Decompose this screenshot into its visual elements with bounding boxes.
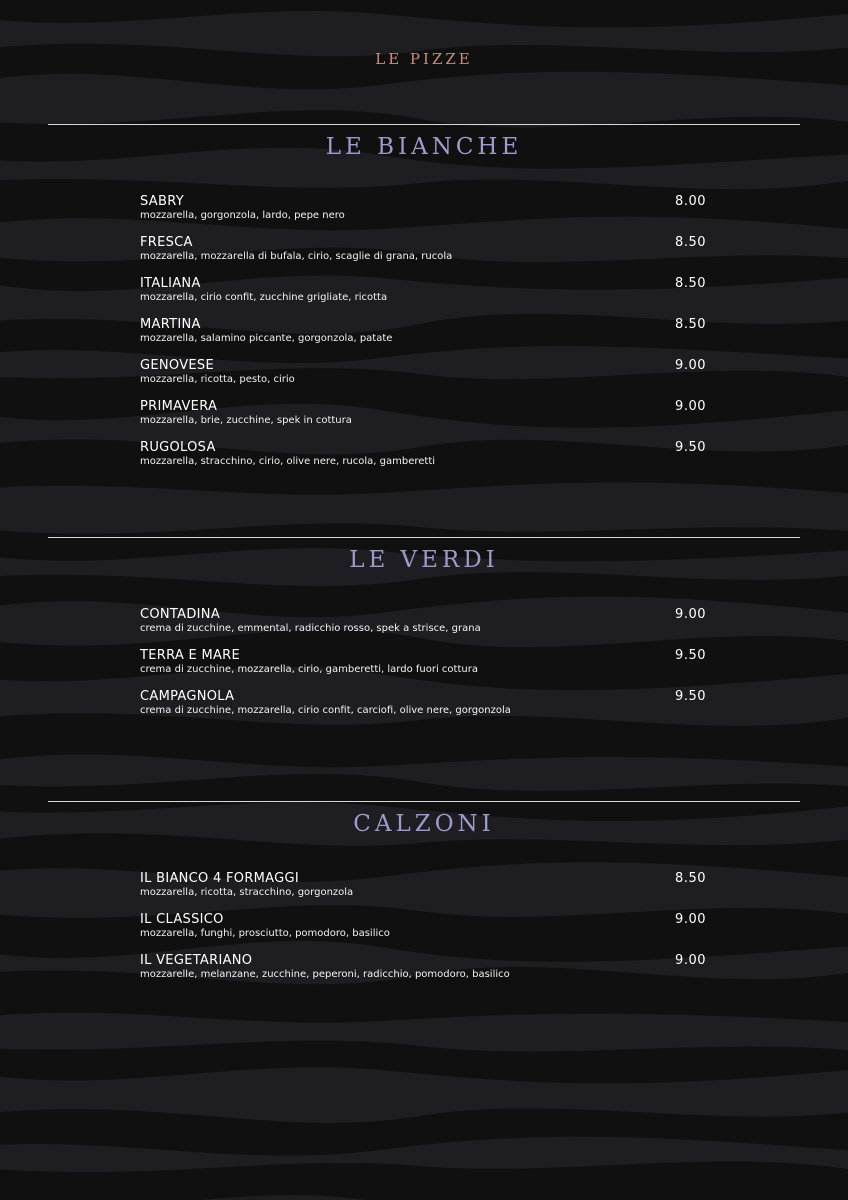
item-name: SABRY bbox=[140, 194, 184, 209]
menu-item bbox=[140, 912, 706, 953]
item-price: 8.50 bbox=[675, 871, 706, 886]
item-price: 9.50 bbox=[675, 440, 706, 455]
item-description: crema di zucchine, mozzarella, cirio confit, carciofi, olive nere, gorgonzola bbox=[140, 705, 511, 716]
item-description: mozzarella, ricotta, pesto, cirio bbox=[140, 374, 295, 385]
item-description: mozzarella, gorgonzola, lardo, pepe nero bbox=[140, 210, 345, 221]
menu-item-list bbox=[140, 871, 706, 994]
item-price: 9.00 bbox=[675, 953, 706, 968]
menu-item-list bbox=[140, 194, 706, 481]
item-name: IL VEGETARIANO bbox=[140, 953, 253, 968]
menu-item bbox=[140, 440, 706, 481]
menu-item-list bbox=[140, 607, 706, 730]
menu-item bbox=[140, 953, 706, 994]
item-description: mozzarella, stracchino, cirio, olive nere, rucola, gamberetti bbox=[140, 456, 436, 467]
item-price: 8.50 bbox=[675, 235, 706, 250]
item-description: crema di zucchine, emmental, radicchio rosso, spek a strisce, grana bbox=[140, 623, 481, 634]
menu-item bbox=[140, 235, 706, 276]
section-divider bbox=[48, 801, 800, 802]
menu-header-title: LE PIZZE bbox=[375, 50, 473, 68]
item-price: 9.00 bbox=[675, 607, 706, 622]
item-description: mozzarella, brie, zucchine, spek in cottura bbox=[140, 415, 352, 426]
item-description: mozzarella, salamino piccante, gorgonzola, patate bbox=[140, 333, 393, 344]
menu-item bbox=[140, 648, 706, 689]
menu-item bbox=[140, 317, 706, 358]
menu-item bbox=[140, 399, 706, 440]
section-title: LE BIANCHE bbox=[325, 134, 523, 160]
item-description: mozzarella, ricotta, stracchino, gorgonzola bbox=[140, 887, 354, 898]
item-name: IL CLASSICO bbox=[140, 912, 224, 927]
item-name: TERRA E MARE bbox=[140, 648, 241, 663]
item-name: GENOVESE bbox=[140, 358, 214, 373]
menu-item bbox=[140, 358, 706, 399]
item-description: mozzarella, cirio confit, zucchine grigliate, ricotta bbox=[140, 292, 388, 303]
item-name: CAMPAGNOLA bbox=[140, 689, 235, 704]
item-price: 9.00 bbox=[675, 399, 706, 414]
item-description: mozzarella, mozzarella di bufala, cirio, scaglie di grana, rucola bbox=[140, 251, 453, 262]
item-price: 9.50 bbox=[675, 648, 706, 663]
item-price: 9.00 bbox=[675, 912, 706, 927]
item-name: FRESCA bbox=[140, 235, 193, 250]
menu-item bbox=[140, 871, 706, 912]
item-description: mozzarella, funghi, prosciutto, pomodoro, basilico bbox=[140, 928, 390, 939]
menu-item bbox=[140, 194, 706, 235]
item-price: 8.50 bbox=[675, 317, 706, 332]
item-name: PRIMAVERA bbox=[140, 399, 218, 414]
item-name: RUGOLOSA bbox=[140, 440, 216, 455]
item-name: IL BIANCO 4 FORMAGGI bbox=[140, 871, 300, 886]
item-description: mozzarelle, melanzane, zucchine, peperoni, radicchio, pomodoro, basilico bbox=[140, 969, 510, 980]
item-price: 9.50 bbox=[675, 689, 706, 704]
item-price: 9.00 bbox=[675, 358, 706, 373]
item-name: MARTINA bbox=[140, 317, 201, 332]
item-price: 8.50 bbox=[675, 276, 706, 291]
section-divider bbox=[48, 124, 800, 125]
menu-item bbox=[140, 276, 706, 317]
menu-item bbox=[140, 689, 706, 730]
item-description: crema di zucchine, mozzarella, cirio, gamberetti, lardo fuori cottura bbox=[140, 664, 478, 675]
item-price: 8.00 bbox=[675, 194, 706, 209]
item-name: ITALIANA bbox=[140, 276, 201, 291]
menu-item bbox=[140, 607, 706, 648]
section-title: CALZONI bbox=[353, 811, 495, 837]
section-divider bbox=[48, 537, 800, 538]
section-title: LE VERDI bbox=[349, 547, 499, 573]
item-name: CONTADINA bbox=[140, 607, 221, 622]
